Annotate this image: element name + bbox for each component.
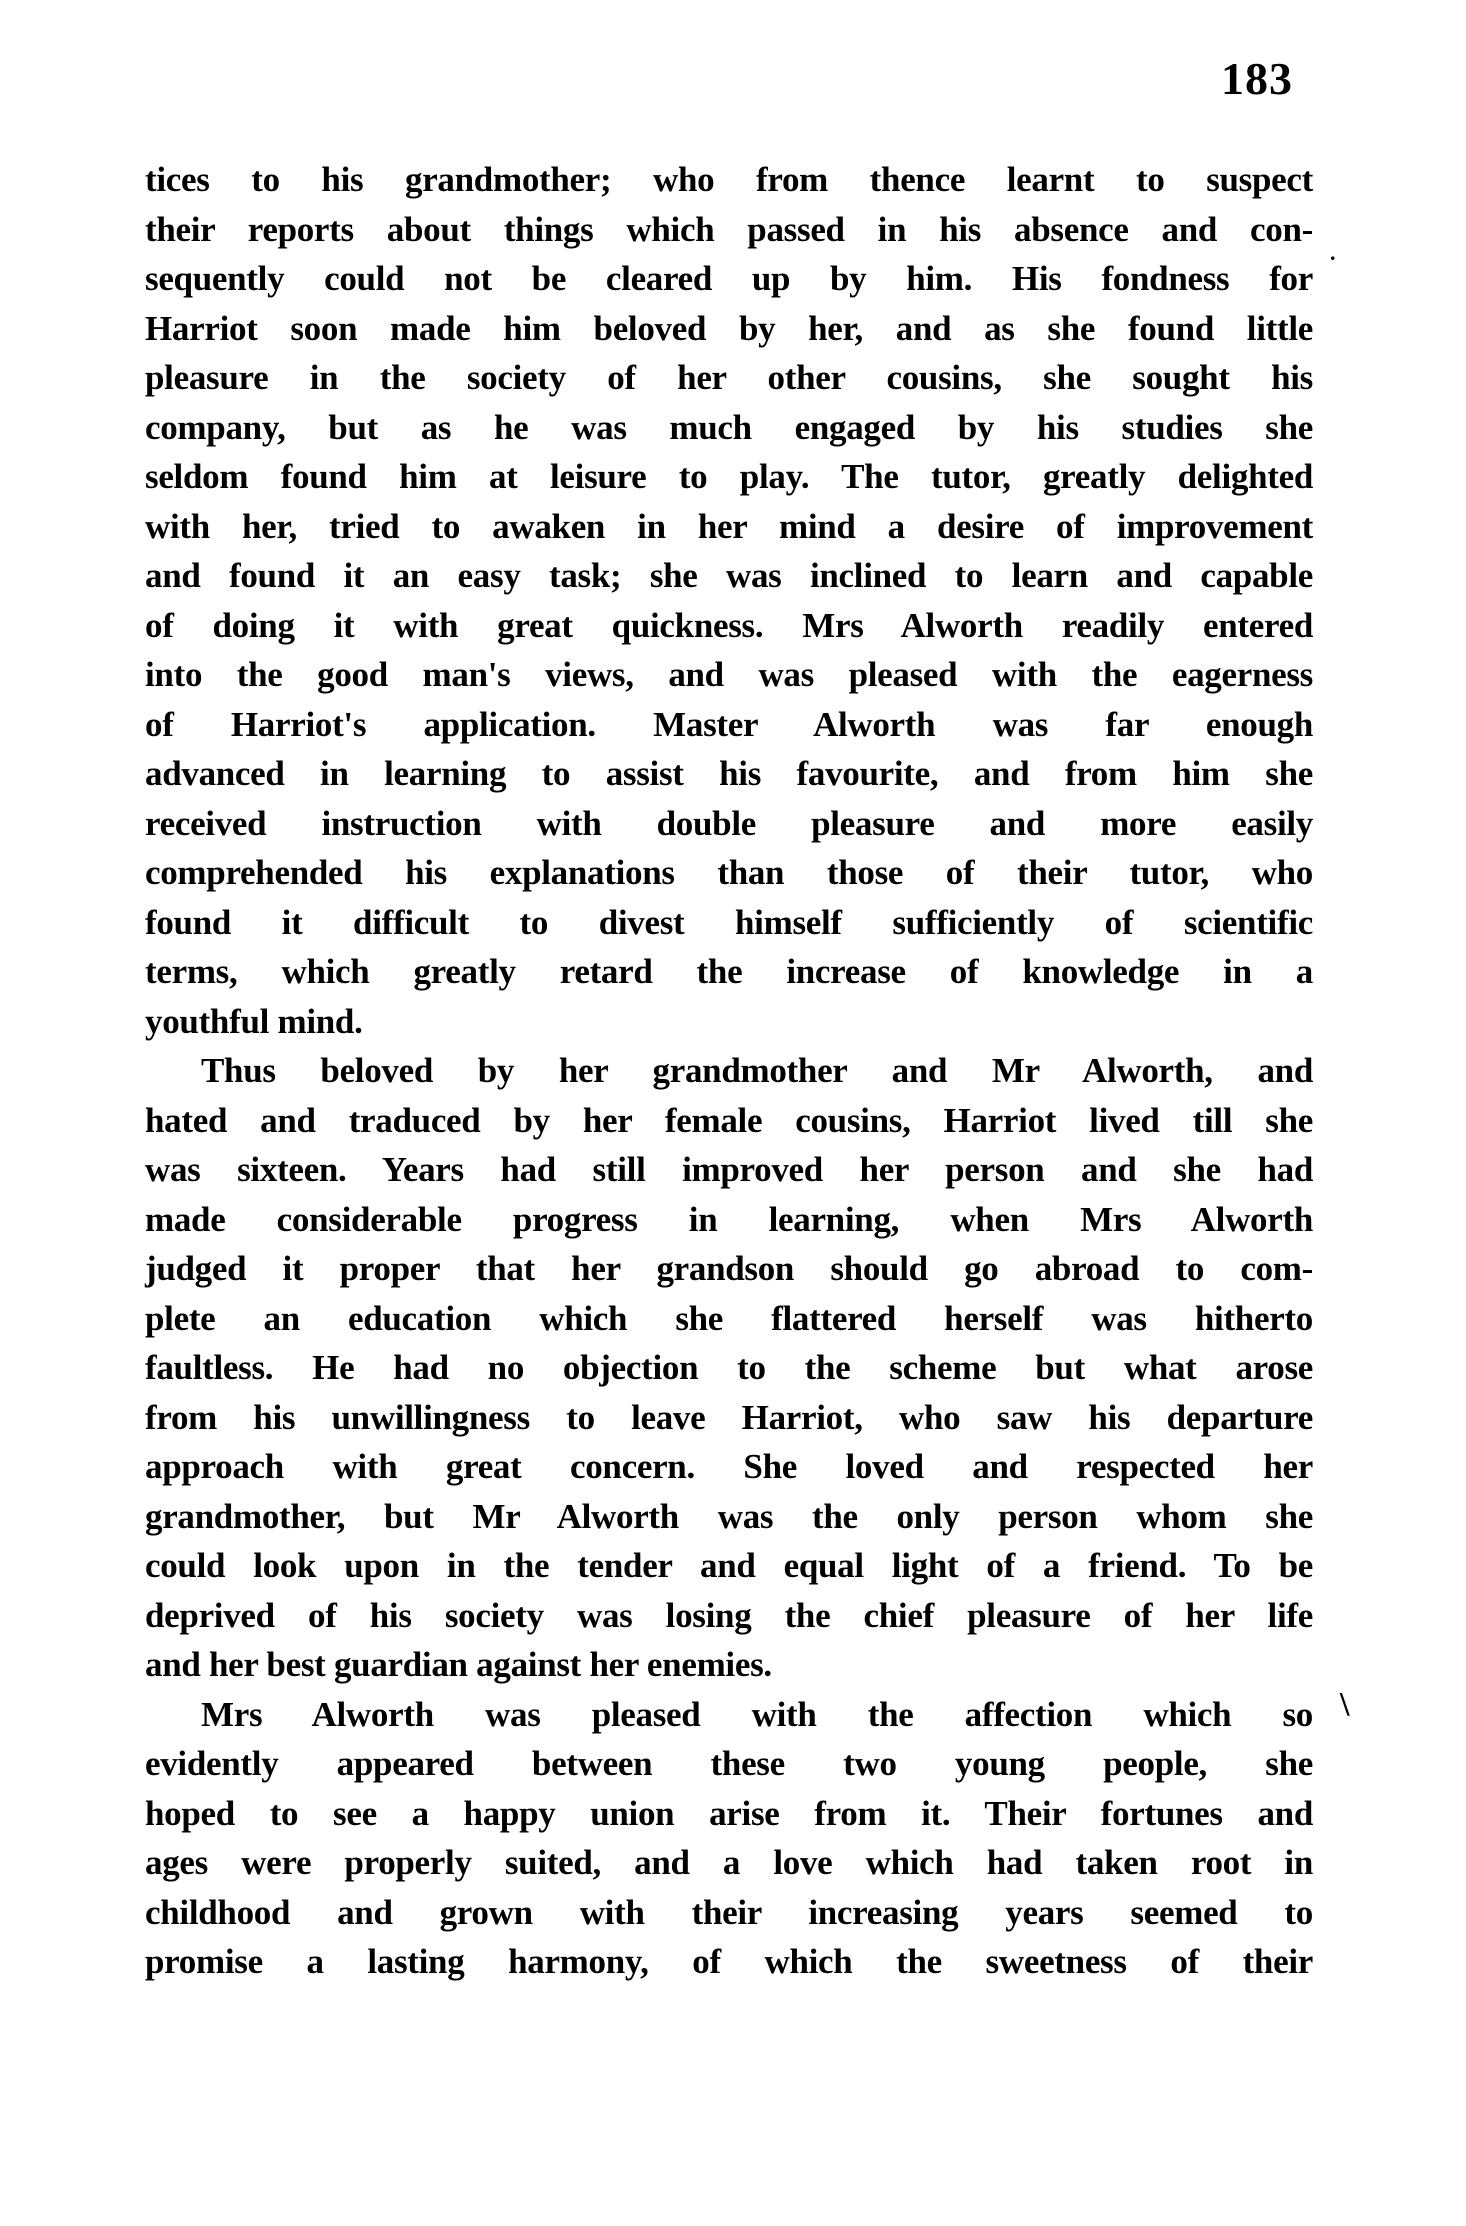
text-line: Thus beloved by her grandmother and Mr Alworth, and xyxy=(201,1051,1313,1090)
text-line: hoped to see a happy union arise from it. Their fortunes and xyxy=(145,1793,1313,1833)
text-line: found it difficult to divest himself sufficiently of scientific xyxy=(145,902,1313,942)
text-line: advanced in learning to assist his favourite, and from him she xyxy=(145,754,1313,793)
text-line: and her best guardian against her enemies. xyxy=(145,1645,772,1684)
paragraph xyxy=(145,1690,1313,1987)
text-line: grandmother, but Mr Alworth was the only person whom she xyxy=(145,1496,1313,1536)
text-line: comprehended his explanations than those of their tutor, who xyxy=(145,853,1313,892)
text-line: ages were properly suited, and a love which had taken root in xyxy=(145,1843,1313,1882)
text-line: pleasure in the society of her other cousins, she sought his xyxy=(145,358,1313,397)
text-line: their reports about things which passed in his absence and con- xyxy=(145,209,1313,249)
text-line: deprived of his society was losing the chief pleasure of her life xyxy=(145,1595,1313,1635)
text-line: seldom found him at leisure to play. The tutor, greatly delighted xyxy=(145,457,1313,496)
paragraph xyxy=(145,1046,1313,1690)
text-line: plete an education which she flattered herself was hitherto xyxy=(145,1298,1313,1338)
scan-artifact-backslash: \ xyxy=(1340,1686,1350,1723)
text-line: was sixteen. Years had still improved her person and she had xyxy=(145,1150,1313,1189)
paragraph xyxy=(145,155,1313,1046)
text-line: made considerable progress in learning, when Mrs Alworth xyxy=(145,1199,1313,1239)
text-line: Mrs Alworth was pleased with the affection which so xyxy=(201,1694,1313,1734)
text-line: judged it proper that her grandson should go abroad to com- xyxy=(145,1249,1313,1288)
text-line: received instruction with double pleasure and more easily xyxy=(145,803,1313,843)
text-line: terms, which greatly retard the increase of knowledge in a xyxy=(145,952,1313,991)
text-line: youthful mind. xyxy=(145,1001,363,1041)
text-block xyxy=(145,155,1313,1987)
text-line: and found it an easy task; she was inclined to learn and capable xyxy=(145,556,1313,595)
text-line: childhood and grown with their increasing years seemed to xyxy=(145,1892,1313,1932)
text-line: of Harriot's application. Master Alworth was far enough xyxy=(145,704,1313,744)
text-line: from his unwillingness to leave Harriot, who saw his departure xyxy=(145,1397,1313,1437)
page-number: 183 xyxy=(1221,53,1293,104)
text-line: of doing it with great quickness. Mrs Alworth readily entered xyxy=(145,605,1313,645)
text-line: approach with great concern. She loved and respected her xyxy=(145,1447,1313,1486)
scan-artifact-dot: . xyxy=(1330,240,1336,265)
text-line: faultless. He had no objection to the scheme but what arose xyxy=(145,1348,1313,1387)
text-line: promise a lasting harmony, of which the sweetness of their xyxy=(145,1942,1313,1981)
text-line: into the good man's views, and was pleased with the eagerness xyxy=(145,655,1313,694)
text-line: tices to his grandmother; who from thence learnt to suspect xyxy=(145,160,1313,199)
text-line: sequently could not be cleared up by him. His fondness for xyxy=(145,259,1313,298)
text-line: hated and traduced by her female cousins, Harriot lived till she xyxy=(145,1100,1313,1140)
text-line: evidently appeared between these two young people, she xyxy=(145,1744,1313,1783)
text-line: could look upon in the tender and equal light of a friend. To be xyxy=(145,1546,1313,1585)
text-line: Harriot soon made him beloved by her, and as she found little xyxy=(145,308,1313,348)
text-line: company, but as he was much engaged by his studies she xyxy=(145,407,1313,447)
text-line: with her, tried to awaken in her mind a desire of improvement xyxy=(145,506,1313,546)
